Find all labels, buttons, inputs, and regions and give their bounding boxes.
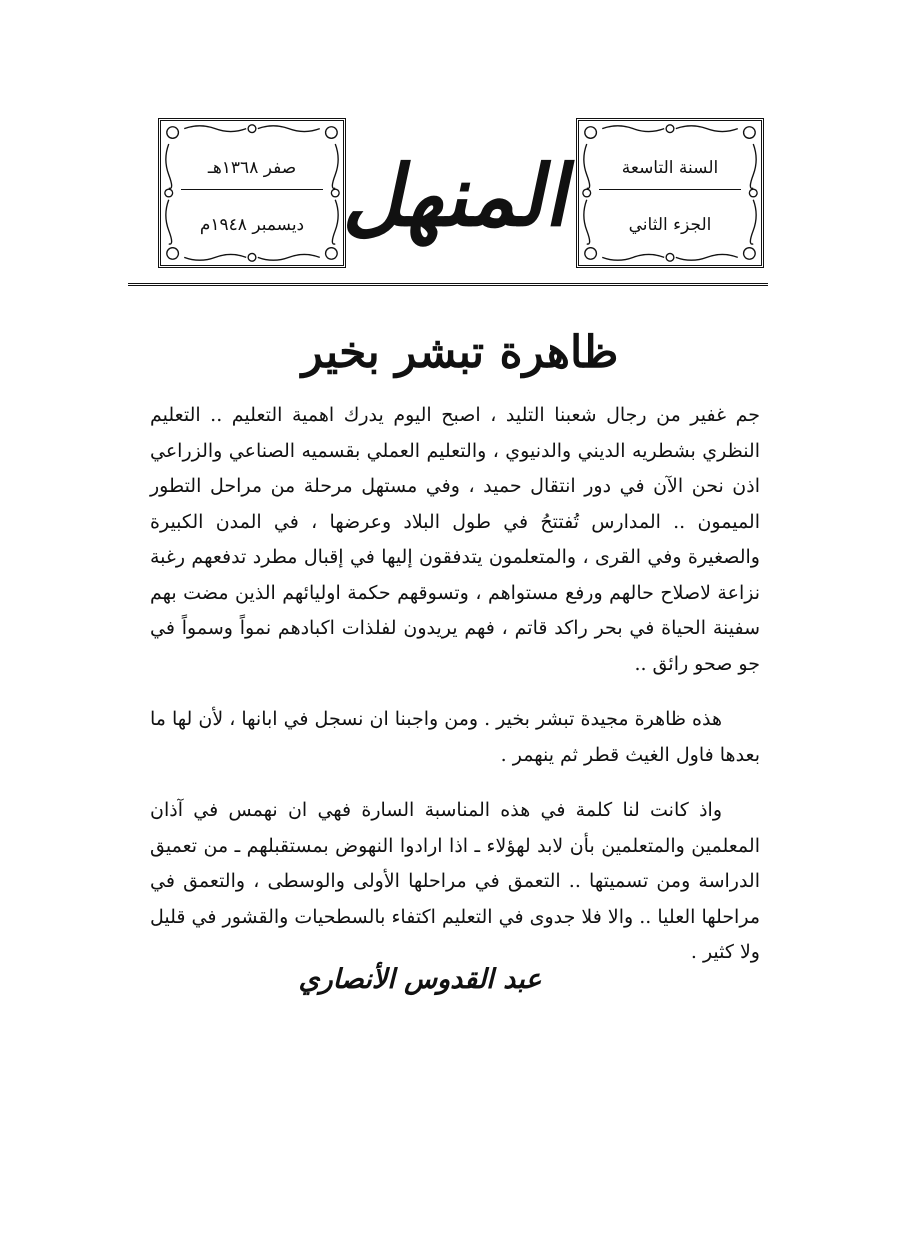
article-body <box>150 398 760 991</box>
article-paragraph: جم غفير من رجال شعبنا التليد ، اصبح اليوم يدرك اهمية التعليم .. التعليم النظري بشطريه الديني والدنيوي ، والتعليم العملي بقسميه الصناعي والزراعي اذن نحن الآن في دور انتقال حميد ، وفي مستهل مرحلة من مراحل التطور الميمون .. المدارس تُفتتحُ في طول البلاد وعرضها ، في المدن الكبيرة والصغيرة وفي القرى ، والمتعلمون يتدفقون إليها في إقبال مطرد تدفعهم رغبة نزاعة لاصلاح حالهم ورفع مستواهم ، وتسوقهم حكمة اوليائهم الذين مضت بهم سفينة الحياة في بحر راكد قاتم ، فهم يريدون لفلذات اكبادهم نمواً وسمواً في جو صحو رائق .. <box>150 404 760 675</box>
volume-year: السنة التاسعة <box>599 155 741 190</box>
magazine-logo <box>337 140 585 250</box>
masthead-divider <box>128 283 768 286</box>
article-paragraph: واذ كانت لنا كلمة في هذه المناسبة السارة فهي ان نهمس في آذان المعلمين والمتعلمين بأن لابد لهؤلاء ـ اذا ارادوا النهوض بمستقبلهم ـ من تعميق الدراسة ومن تسميتها .. التعمق في مراحلها الأولى والوسطى ، والتعمق في مراحلها العليا .. والا فلا جدوى في التعليم اكتفاء بالسطحيات والقشور في قليل ولا كثير . <box>150 799 760 963</box>
logo-text: المنهل <box>337 146 585 245</box>
author-signature: عبد القدوس الأنصاري <box>298 964 542 995</box>
hijri-date: صفر ١٣٦٨هـ <box>181 155 323 190</box>
article-paragraph: هذه ظاهرة مجيدة تبشر بخير . ومن واجبنا ان نسجل في ابانها ، لأن لها ما بعدها فاول الغيث قطر ثم ينهمر . <box>149 708 760 766</box>
gregorian-date: ديسمبر ١٩٤٨م <box>199 215 305 235</box>
volume-part: الجزء الثاني <box>628 215 712 235</box>
article-title: ظاهرة تبشر بخير <box>301 327 619 378</box>
issue-date-box <box>158 118 346 268</box>
issue-volume-box <box>576 118 764 268</box>
